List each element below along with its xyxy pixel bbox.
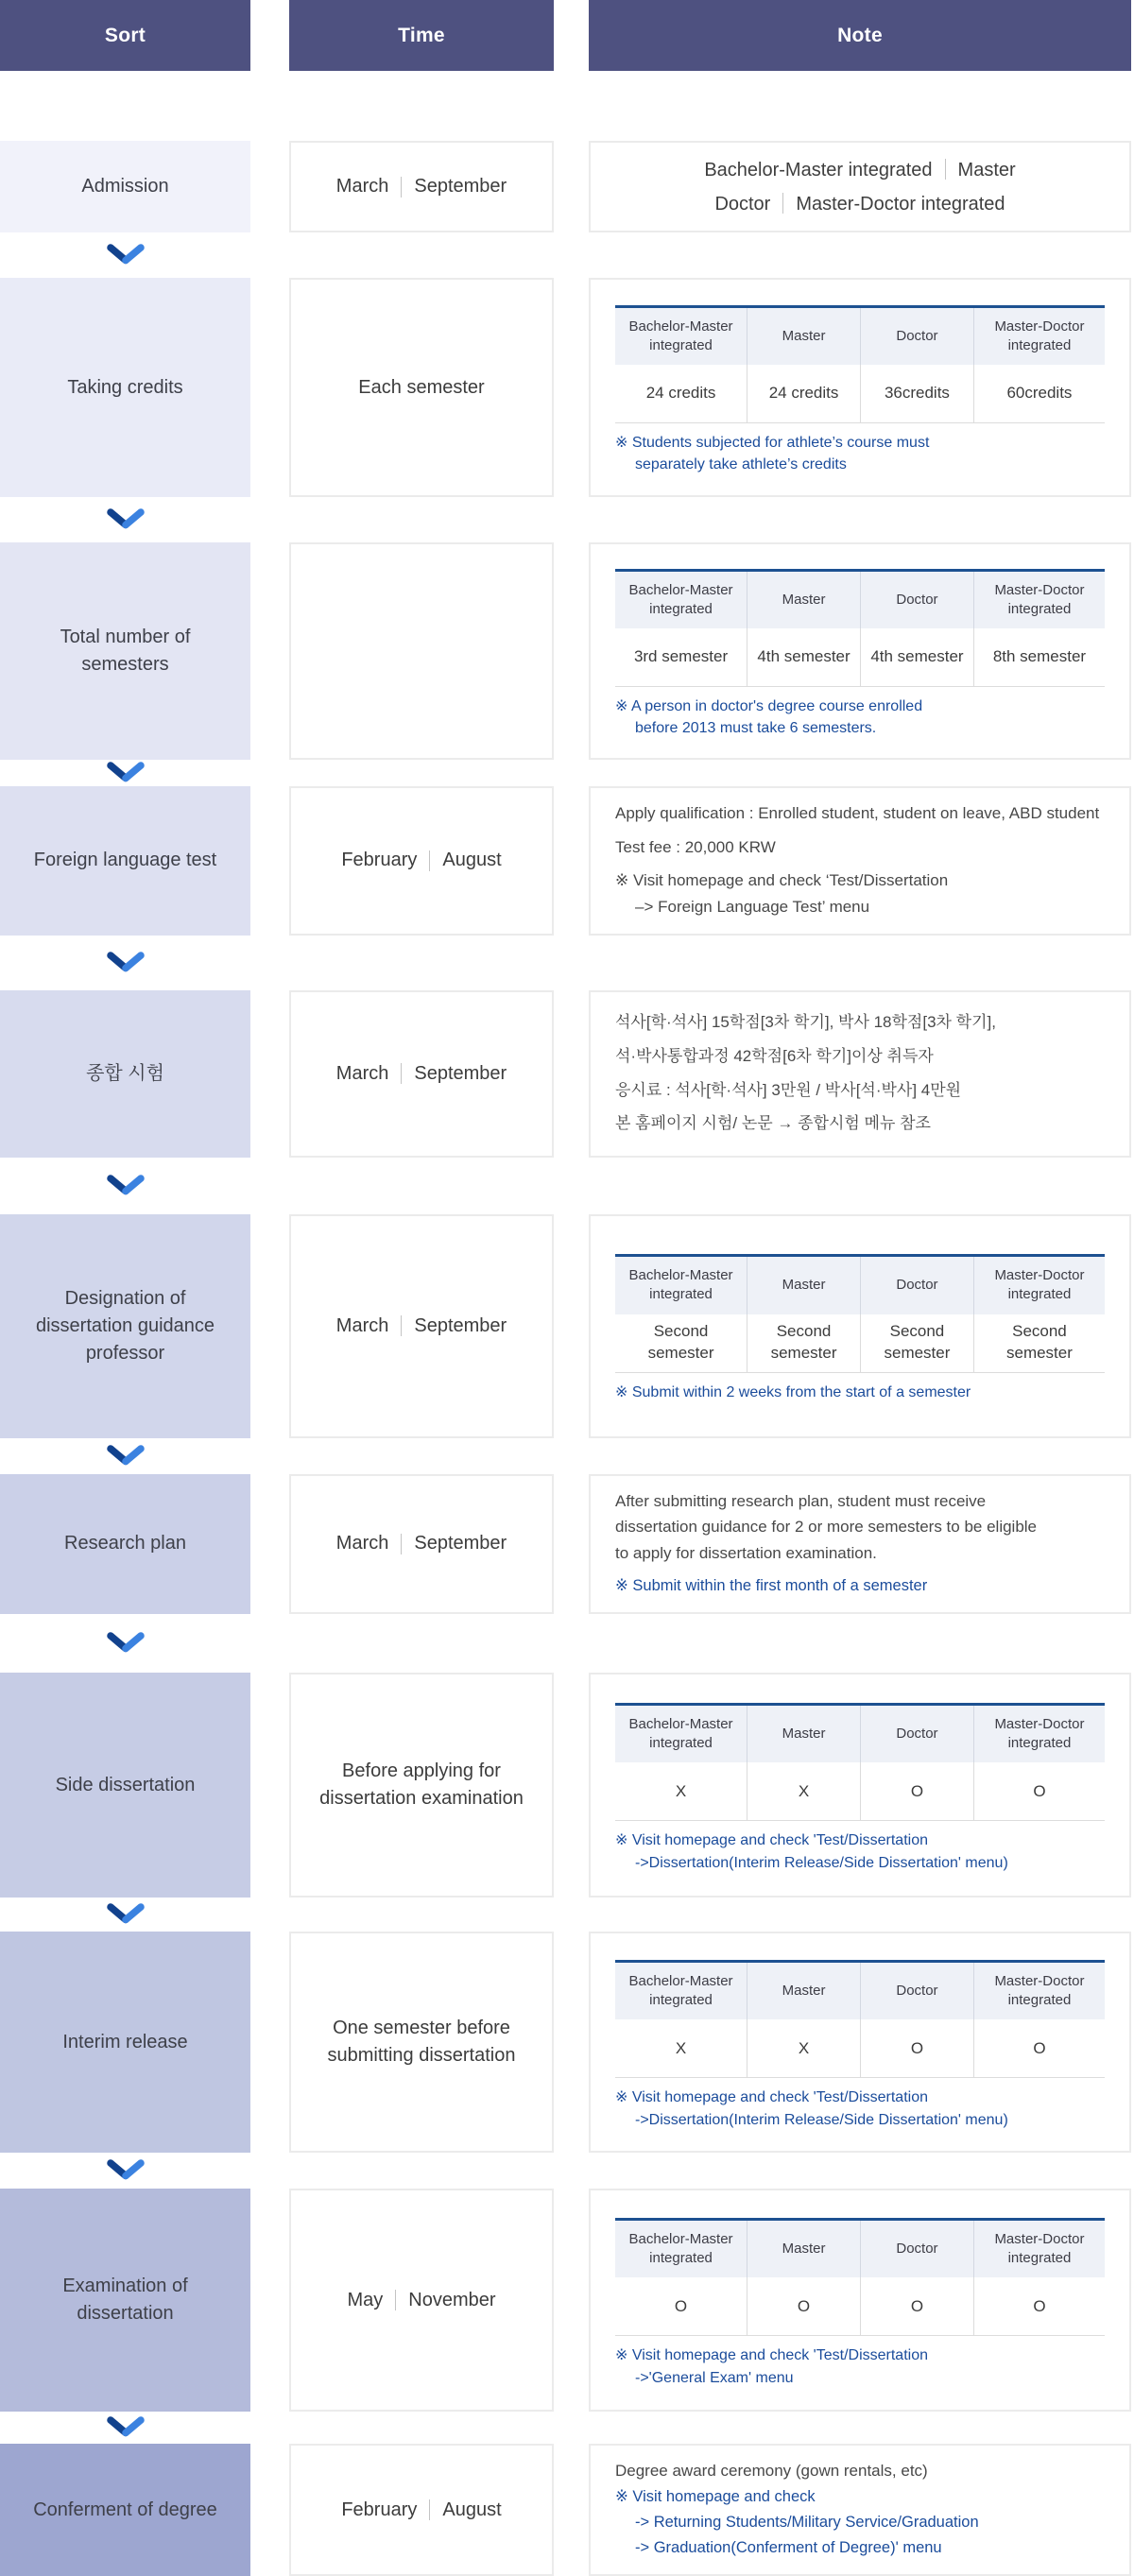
note-cell-interim-release: [589, 1932, 1131, 2153]
arrow-row: [0, 936, 1134, 990]
table-value-cell: O: [860, 2019, 973, 2078]
table-value-cell: 24 credits: [747, 365, 860, 423]
time-part: March: [335, 1314, 389, 1336]
note-cell-examination-dissertation: [589, 2189, 1131, 2412]
note-line: Degree award ceremony (gown rentals, etc): [615, 2462, 928, 2481]
note-text-block: [591, 2446, 1129, 2573]
time-part: August: [442, 850, 502, 871]
table-value-cell: O: [615, 2277, 747, 2336]
table-value-cell: O: [747, 2277, 860, 2336]
time-part: September: [414, 1314, 507, 1336]
time-text: Each semester: [358, 376, 485, 398]
sort-cell-interim-release: [0, 1932, 250, 2153]
note-remark-line: ※ A person in doctor's degree course enrolled: [615, 698, 923, 715]
sort-label: Taking credits: [67, 376, 183, 398]
flow-rows: [0, 141, 1134, 2576]
flow-row-designation-professor: [0, 1214, 1134, 1438]
note-remark-line: ※ Submit within the first month of a semester: [615, 1577, 928, 1595]
time-part: September: [414, 1533, 507, 1554]
time-divider: [401, 1315, 402, 1336]
table-header-cell: Master: [747, 572, 860, 629]
time-text: One semester before submitting dissertation: [327, 2018, 516, 2067]
time-part: March: [335, 176, 389, 197]
note-text-block: [591, 788, 1129, 934]
table-value-cell: 24 credits: [615, 365, 747, 423]
note-cell-designation-professor: [589, 1214, 1131, 1438]
time-part: February: [341, 2499, 418, 2520]
course-type-table: [615, 2218, 1105, 2337]
table-value-cell: Second semester: [860, 1314, 973, 1373]
table-header-cell: Master: [747, 1963, 860, 2020]
flow-row-foreign-language-test: [0, 786, 1134, 936]
time-cell-taking-credits: [289, 278, 554, 497]
sort-label: Research plan: [64, 1533, 186, 1554]
note-segment-line: [591, 153, 1129, 187]
chevron-down-icon: [107, 2416, 145, 2439]
table-header-cell: Doctor: [860, 1706, 973, 1763]
table-header-cell: Doctor: [860, 2221, 973, 2278]
time-part: November: [408, 2289, 496, 2310]
sort-label: Examination of dissertation: [62, 2275, 188, 2325]
table-value-cell: Second semester: [615, 1314, 747, 1373]
table-value-cell: 4th semester: [747, 628, 860, 687]
note-remark-line: ->'General Exam' menu: [635, 2369, 794, 2386]
sort-cell-designation-professor: [0, 1214, 250, 1438]
note-remarks: [615, 1829, 1105, 1873]
table-header-cell: Master-Doctor integrated: [973, 572, 1105, 629]
time-part: September: [414, 1062, 507, 1084]
arrow-row: [0, 2153, 1134, 2189]
table-value-cell: X: [747, 1762, 860, 1821]
time-divider: [401, 177, 402, 197]
note-remarks: [615, 2344, 1105, 2388]
time-cell-side-dissertation: [289, 1673, 554, 1898]
note-remark-line: -> Returning Students/Military Service/Graduation: [635, 2513, 979, 2531]
sort-cell-foreign-language-test: [0, 786, 250, 936]
chevron-down-icon: [107, 1445, 145, 1468]
arrow-row: [0, 497, 1134, 542]
sort-cell-examination-dissertation: [0, 2189, 250, 2412]
table-value-cell: O: [860, 2277, 973, 2336]
time-cell-research-plan: [289, 1474, 554, 1615]
note-remarks: [615, 2087, 1105, 2130]
time-part: March: [335, 1533, 389, 1554]
note-remark-line: ※ Visit homepage and check 'Test/Dissertation: [615, 2089, 928, 2106]
note-remarks: [615, 1382, 1105, 1403]
note-segment: Doctor: [714, 193, 771, 215]
course-type-table: [615, 569, 1105, 688]
note-remark-line: ※ Visit homepage and check 'Test/Dissertation: [615, 2347, 928, 2364]
note-remark-line: ->Dissertation(Interim Release/Side Dissertation' menu): [635, 1854, 1008, 1871]
flow-row-taking-credits: [0, 278, 1134, 497]
flow-row-side-dissertation: [0, 1673, 1134, 1898]
table-header-cell: Master-Doctor integrated: [973, 2221, 1105, 2278]
sort-cell-conferment-degree: [0, 2444, 250, 2575]
time-part: February: [341, 850, 418, 871]
course-type-table: [615, 1960, 1105, 2079]
note-table: [591, 2203, 1129, 2398]
sort-label: Foreign language test: [33, 850, 217, 871]
chevron-down-icon: [107, 1632, 145, 1655]
flow-row-total-semesters: [0, 542, 1134, 760]
table-value-cell: 3rd semester: [615, 628, 747, 687]
course-type-table: [615, 1703, 1105, 1822]
sort-label: Interim release: [62, 2031, 188, 2052]
header-time: Time: [289, 0, 554, 71]
table-value-cell: 60credits: [973, 365, 1105, 423]
arrow-slot: [0, 508, 250, 531]
note-table: [591, 1688, 1129, 1883]
table-header-cell: Master-Doctor integrated: [973, 1257, 1105, 1314]
table-header-cell: Master: [747, 1706, 860, 1763]
note-remark-line: ※ Visit homepage and check 'Test/Dissertation: [615, 1832, 928, 1849]
note-text-block: [591, 997, 1129, 1150]
header-note: Note: [589, 0, 1131, 71]
arrow-slot: [0, 1445, 250, 1468]
time-part: March: [335, 1062, 389, 1084]
sort-label: Admission: [81, 176, 169, 197]
sort-cell-side-dissertation: [0, 1673, 250, 1898]
table-header-cell: Master: [747, 1257, 860, 1314]
time-cell-designation-professor: [289, 1214, 554, 1438]
table-value-cell: X: [615, 2019, 747, 2078]
note-remark-line: -> Graduation(Conferment of Degree)' menu: [635, 2538, 942, 2556]
table-value-cell: O: [973, 2277, 1105, 2336]
note-cell-taking-credits: [589, 278, 1131, 497]
table-value-cell: X: [747, 2019, 860, 2078]
chevron-down-icon: [107, 508, 145, 531]
time-text: Before applying for dissertation examination: [319, 1760, 524, 1810]
table-value-cell: O: [973, 2019, 1105, 2078]
time-cell-comprehensive-exam: [289, 990, 554, 1158]
note-cell-admission: [589, 141, 1131, 232]
note-table: [591, 290, 1129, 486]
note-segment: Master-Doctor integrated: [796, 193, 1005, 215]
note-cell-foreign-language-test: [589, 786, 1131, 936]
note-remarks: [615, 696, 1105, 739]
table-header-cell: Doctor: [860, 572, 973, 629]
table-header-cell: Bachelor-Master integrated: [615, 1257, 747, 1314]
time-part: May: [347, 2289, 384, 2310]
table-value-cell: O: [973, 1762, 1105, 1821]
sort-cell-admission: [0, 141, 250, 232]
note-line: to apply for dissertation examination.: [615, 1543, 877, 1562]
note-remark-line: ※ Visit homepage and check: [615, 2488, 816, 2506]
note-table: [591, 554, 1129, 749]
note-remark-line: separately take athlete’s credits: [635, 456, 847, 473]
note-text-block: [591, 1476, 1129, 1613]
segment-divider: [945, 159, 946, 180]
chevron-down-icon: [107, 2159, 145, 2182]
arrow-slot: [0, 244, 250, 266]
arrow-slot: [0, 1632, 250, 1655]
note-table: [591, 1239, 1129, 1413]
arrow-slot: [0, 1903, 250, 1926]
flow-row-examination-dissertation: [0, 2189, 1134, 2412]
note-remark-line: ->Dissertation(Interim Release/Side Dissertation' menu): [635, 2111, 1008, 2128]
table-header-cell: Doctor: [860, 1963, 973, 2020]
table-value-cell: 36credits: [860, 365, 973, 423]
sort-label: Designation of dissertation guidance professor: [35, 1287, 215, 1364]
flow-row-admission: [0, 141, 1134, 232]
table-value-cell: X: [615, 1762, 747, 1821]
note-line: 응시료 : 석사[학·석사] 3만원 / 박사[석·박사] 4만원: [615, 1080, 962, 1099]
table-value-cell: 4th semester: [860, 628, 973, 687]
note-segment: Master: [957, 159, 1016, 180]
arrow-row: [0, 1614, 1134, 1673]
time-cell-admission: [289, 141, 554, 232]
course-type-table: [615, 305, 1105, 424]
time-divider: [429, 850, 430, 871]
note-segment: Bachelor-Master integrated: [704, 159, 933, 180]
note-segment-line: [591, 187, 1129, 221]
note-cell-comprehensive-exam: [589, 990, 1131, 1158]
note-remark-line: ※ Students subjected for athlete’s course must: [615, 435, 930, 452]
table-value-cell: Second semester: [747, 1314, 860, 1373]
course-type-table: [615, 1254, 1105, 1373]
arrow-row: [0, 2412, 1134, 2444]
sort-label: Conferment of degree: [33, 2499, 217, 2520]
chevron-down-icon: [107, 952, 145, 974]
note-line: After submitting research plan, student must receive: [615, 1491, 987, 1510]
note-line: Test fee : 20,000 KRW: [615, 837, 776, 856]
sort-label: Side dissertation: [55, 1774, 196, 1795]
note-cell-conferment-degree: [589, 2444, 1131, 2575]
chevron-down-icon: [107, 762, 145, 784]
table-header-cell: Master: [747, 2221, 860, 2278]
note-line: 본 홈페이지 시험/ 논문 → 종합시험 메뉴 참조: [615, 1114, 931, 1133]
note-table: [591, 1945, 1129, 2140]
note-line: dissertation guidance for 2 or more semesters to be eligible: [615, 1518, 1038, 1537]
note-cell-total-semesters: [589, 542, 1131, 760]
time-cell-foreign-language-test: [289, 786, 554, 936]
sort-label: Total number of semesters: [60, 627, 191, 675]
time-cell-conferment-degree: [289, 2444, 554, 2575]
arrow-row: [0, 1438, 1134, 1474]
flow-row-interim-release: [0, 1932, 1134, 2153]
table-header-cell: Master-Doctor integrated: [973, 1963, 1105, 2020]
table-header-cell: Bachelor-Master integrated: [615, 2221, 747, 2278]
table-header-cell: Master-Doctor integrated: [973, 308, 1105, 366]
column-gap: [250, 0, 289, 71]
note-line: Apply qualification : Enrolled student, student on leave, ABD student: [615, 804, 1100, 822]
table-value-cell: 8th semester: [973, 628, 1105, 687]
table-header-cell: Bachelor-Master integrated: [615, 1963, 747, 2020]
note-cell-research-plan: [589, 1474, 1131, 1615]
table-header-cell: Bachelor-Master integrated: [615, 1706, 747, 1763]
table-header-cell: Master: [747, 308, 860, 366]
sort-cell-total-semesters: [0, 542, 250, 760]
time-cell-interim-release: [289, 1932, 554, 2153]
table-header: [0, 0, 1134, 71]
time-cell-examination-dissertation: [289, 2189, 554, 2412]
sort-cell-taking-credits: [0, 278, 250, 497]
arrow-slot: [0, 952, 250, 974]
time-divider: [395, 2290, 396, 2310]
time-cell-total-semesters: [289, 542, 554, 760]
segment-divider: [782, 193, 783, 214]
note-line: ※ Visit homepage and check ‘Test/Dissertation: [615, 871, 949, 890]
arrow-slot: [0, 2416, 250, 2439]
flow-row-comprehensive-exam: [0, 990, 1134, 1158]
table-header-cell: Bachelor-Master integrated: [615, 572, 747, 629]
table-value-cell: O: [860, 1762, 973, 1821]
sort-cell-research-plan: [0, 1474, 250, 1615]
table-header-cell: Master-Doctor integrated: [973, 1706, 1105, 1763]
time-divider: [401, 1534, 402, 1554]
note-cell-side-dissertation: [589, 1673, 1131, 1898]
arrow-row: [0, 1158, 1134, 1214]
time-divider: [429, 2499, 430, 2520]
header-spacer: [0, 71, 1134, 141]
sort-label: 종합 시험: [86, 1062, 164, 1084]
arrow-slot: [0, 2159, 250, 2182]
arrow-row: [0, 760, 1134, 786]
arrow-slot: [0, 762, 250, 784]
note-remark-line: before 2013 must take 6 semesters.: [635, 720, 877, 737]
arrow-row: [0, 1898, 1134, 1932]
table-value-cell: Second semester: [973, 1314, 1105, 1373]
note-line: 석사[학·석사] 15학점[3차 학기], 박사 18학점[3차 학기],: [615, 1013, 996, 1032]
chevron-down-icon: [107, 244, 145, 266]
chevron-down-icon: [107, 1903, 145, 1926]
arrow-slot: [0, 1175, 250, 1197]
sort-cell-comprehensive-exam: [0, 990, 250, 1158]
note-remarks: [615, 432, 1105, 475]
flow-row-conferment-degree: [0, 2444, 1134, 2575]
table-header-cell: Doctor: [860, 308, 973, 366]
header-sort: Sort: [0, 0, 250, 71]
time-part: August: [442, 2499, 502, 2520]
flow-row-research-plan: [0, 1474, 1134, 1615]
chevron-down-icon: [107, 1175, 145, 1197]
column-gap: [554, 0, 589, 71]
note-line: 석·박사통합과정 42학점[6차 학기]이상 취득자: [615, 1046, 934, 1065]
note-remark-line: ※ Submit within 2 weeks from the start of a semester: [615, 1383, 971, 1400]
time-part: September: [414, 176, 507, 197]
note-line: –> Foreign Language Test’ menu: [635, 897, 870, 916]
arrow-row: [0, 232, 1134, 278]
table-header-cell: Doctor: [860, 1257, 973, 1314]
time-divider: [401, 1063, 402, 1084]
table-header-cell: Bachelor-Master integrated: [615, 308, 747, 366]
